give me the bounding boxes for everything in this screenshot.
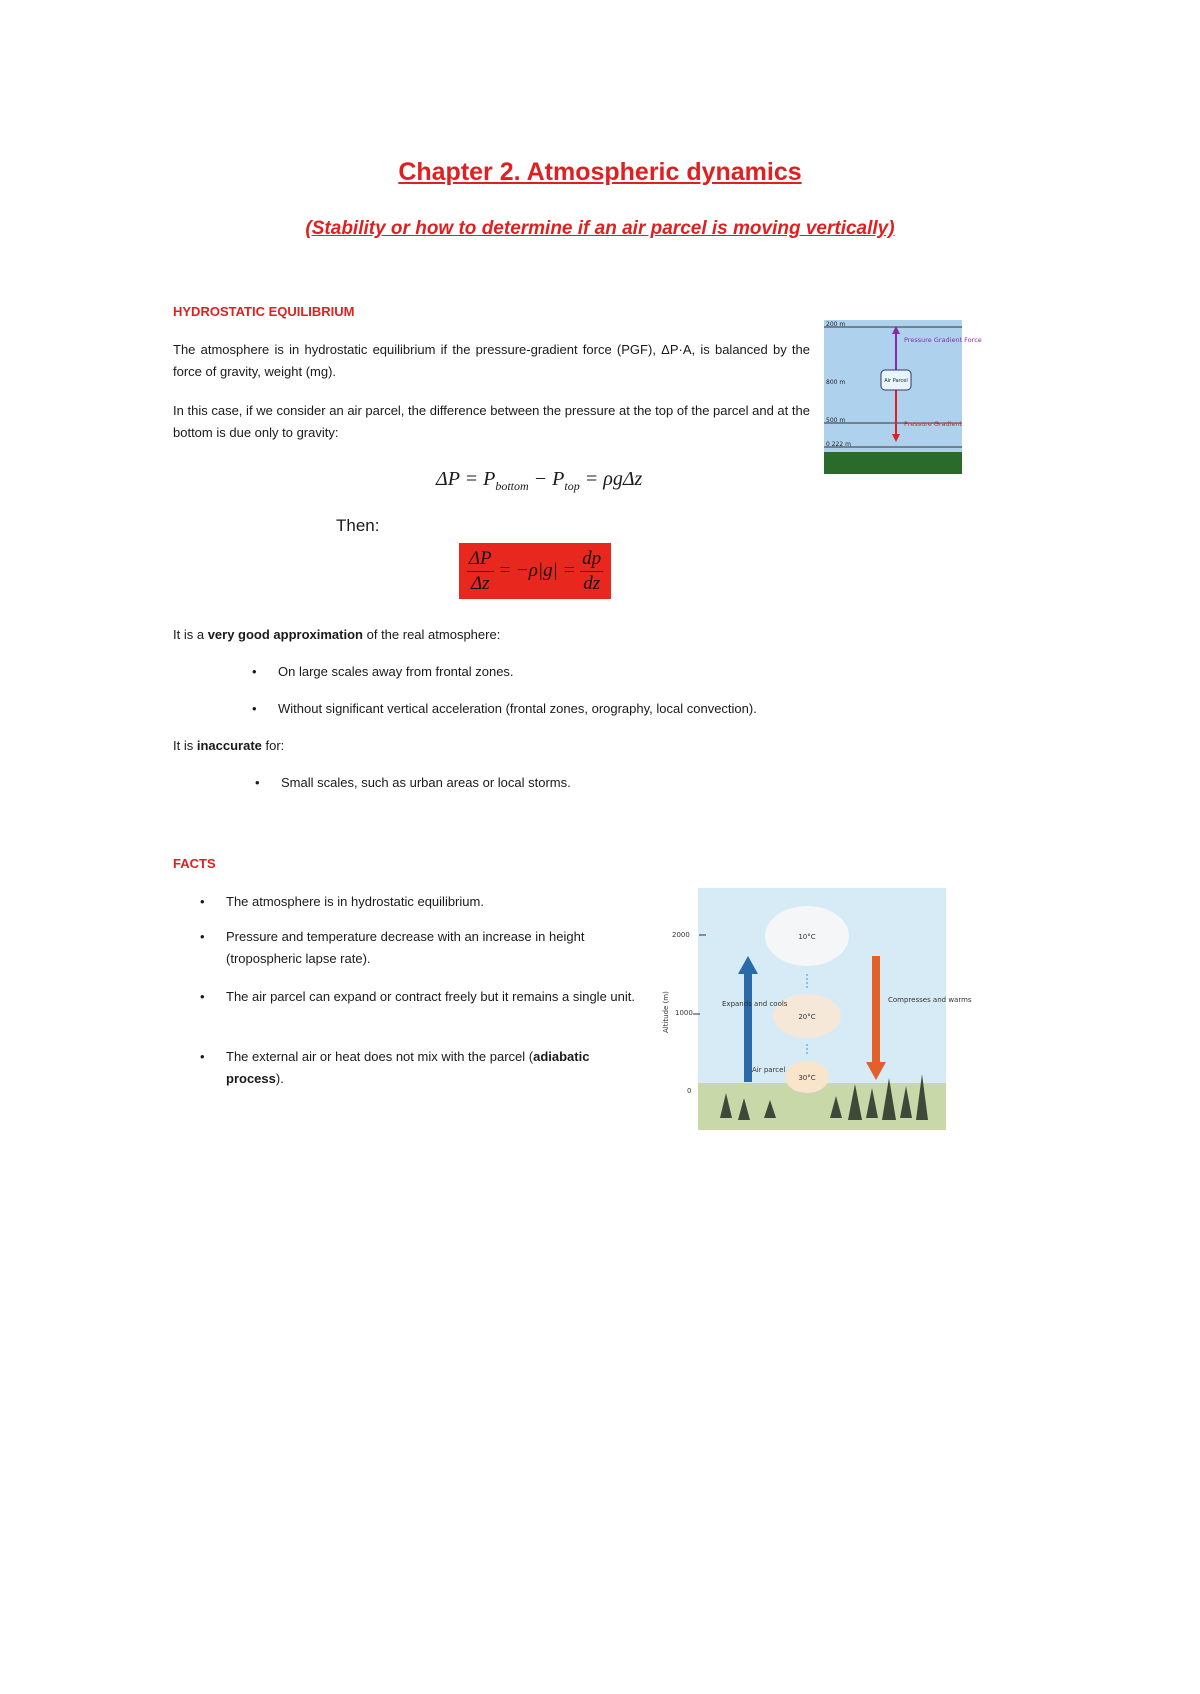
alt-mid-label: 800 m bbox=[826, 379, 846, 386]
alt-2000-label: 2000 bbox=[672, 931, 690, 939]
then-label: Then: bbox=[336, 516, 380, 535]
eq2-num1: ΔP bbox=[467, 547, 494, 572]
altitude-axis-label: Altitude (m) bbox=[662, 991, 670, 1033]
eq2-den2: dz bbox=[583, 572, 601, 594]
sinking-arrow-shaft bbox=[872, 956, 880, 1064]
section-heading-facts: FACTS bbox=[173, 856, 216, 871]
fact-2: Pressure and temperature decrease with an increase in height (tropospheric lapse rate). bbox=[226, 929, 585, 966]
paragraph-inaccurate bbox=[173, 735, 773, 757]
alt-low-label: 500 m bbox=[826, 417, 846, 424]
temp-low-label: 30°C bbox=[798, 1074, 816, 1082]
alt-0-label: 0 bbox=[687, 1087, 692, 1095]
eq1-sub-top: top bbox=[564, 479, 580, 493]
temp-top-label: 10°C bbox=[798, 933, 816, 941]
eq2-fraction-right bbox=[580, 547, 603, 596]
temp-mid-label: 20°C bbox=[798, 1013, 816, 1021]
equation-pressure-difference bbox=[436, 468, 642, 494]
parcel-label: Air Parcel bbox=[884, 378, 908, 384]
list-item: • On large scales away from frontal zones. bbox=[252, 664, 514, 679]
eq2-den1: Δz bbox=[470, 572, 490, 594]
approx-post: of the real atmosphere: bbox=[363, 627, 501, 642]
paragraph-hydrostatic-definition: The atmosphere is in hydrostatic equilibrium if the pressure-gradient force (PGF), ΔP·A, is balanced by the force of gravity, weight (mg). bbox=[173, 342, 810, 379]
inacc-pre: It is bbox=[173, 738, 197, 753]
eq2-mid: = −ρ|g| = bbox=[493, 560, 581, 581]
approx-pre: It is a bbox=[173, 627, 208, 642]
eq2-fraction-left bbox=[467, 547, 494, 596]
alt-top-label: 200 m bbox=[826, 321, 846, 328]
fact-3: The air parcel can expand or contract freely but it remains a single unit. bbox=[226, 989, 635, 1004]
fact-4-bold: adiabatic process bbox=[226, 1049, 590, 1086]
expands-label: Expands and cools bbox=[722, 1000, 788, 1008]
equation-hydrostatic-box bbox=[459, 543, 611, 599]
rising-arrow-shaft bbox=[744, 972, 752, 1082]
approx-bold: very good approximation bbox=[207, 627, 363, 642]
list-item: • Small scales, such as urban areas or local storms. bbox=[255, 775, 571, 790]
fact-4-pre: The external air or heat does not mix with the parcel ( bbox=[226, 1049, 534, 1064]
air-parcel-label: Air parcel bbox=[752, 1066, 786, 1074]
approx-item-1: On large scales away from frontal zones. bbox=[278, 664, 514, 679]
adiabatic-figure bbox=[660, 888, 972, 1130]
list-item: • The atmosphere is in hydrostatic equilibrium. bbox=[200, 894, 484, 909]
eq1-lhs: ΔP = P bbox=[436, 468, 496, 490]
fact-1: The atmosphere is in hydrostatic equilibrium. bbox=[226, 894, 484, 909]
paragraph-air-parcel: In this case, if we consider an air parcel, the difference between the pressure at the top of the parcel and at the bottom is due only to gravity: bbox=[173, 403, 810, 440]
inacc-bold: inaccurate bbox=[196, 738, 262, 753]
eq1-mid: − P bbox=[528, 468, 565, 490]
gravity-label: Pressure Gradient bbox=[904, 420, 963, 428]
paragraph-approximation bbox=[173, 624, 773, 646]
list-item: • Pressure and temperature decrease with an increase in height (tropospheric lapse rate). bbox=[200, 929, 585, 966]
fact-4-post: ). bbox=[275, 1071, 284, 1086]
page-subtitle: (Stability or how to determine if an air parcel is moving vertically) bbox=[305, 218, 895, 239]
eq1-rhs: = ρgΔz bbox=[579, 468, 643, 490]
list-item: • The external air or heat does not mix with the parcel (adiabatic process). bbox=[200, 1049, 590, 1086]
compresses-label: Compresses and warms bbox=[888, 996, 972, 1004]
pgf-label: Pressure Gradient Force bbox=[904, 336, 982, 344]
alt-bottom-label: 0 222 m bbox=[826, 441, 851, 448]
eq2-num2: dp bbox=[580, 547, 603, 572]
alt-1000-label: 1000 bbox=[675, 1009, 693, 1017]
hydrostatic-figure bbox=[824, 320, 982, 474]
page-title: Chapter 2. Atmospheric dynamics bbox=[398, 158, 802, 186]
eq1-sub-bottom: bottom bbox=[495, 479, 529, 493]
inacc-post: for: bbox=[261, 738, 285, 753]
inacc-item-1: Small scales, such as urban areas or local storms. bbox=[281, 775, 571, 790]
approx-item-2: Without significant vertical acceleration (frontal zones, orography, local convection). bbox=[278, 701, 757, 716]
section-heading-hydrostatic: HYDROSTATIC EQUILIBRIUM bbox=[173, 304, 355, 319]
list-item: • Without significant vertical acceleration (frontal zones, orography, local convection). bbox=[252, 701, 757, 716]
list-item: • The air parcel can expand or contract freely but it remains a single unit. bbox=[200, 989, 635, 1004]
